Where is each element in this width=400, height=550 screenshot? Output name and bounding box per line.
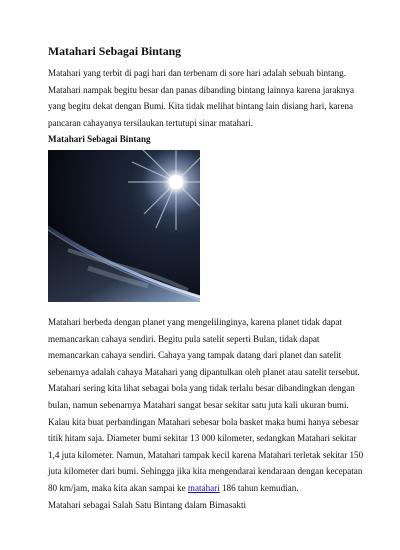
sun-over-earth-photo [48,150,200,302]
sun-over-earth-image [48,150,200,302]
page-title: Matahari Sebagai Bintang [48,44,182,58]
intro-paragraph: Matahari yang terbit di pagi hari dan terbenam di sore hari adalah sebuah bintang. Matahari nampak begitu besar dan panas dibanding bintang lainnya karena jaraknya yang begitu dekat dengan Bumi. Kita tidak melihat bintang lain disiang hari, karena pancaran cahayanya tersilaukan tertutupi sinar matahari. [48,68,355,128]
document-page [48,44,364,513]
size-paragraph [48,380,364,496]
size-paragraph-text: Matahari sering kita lihat sebagai bola yang tidak terlalu besar dibandingkan dengan bulan, namun sebenarnya Matahari sangat besar sekitar satu juta kali ukuran bumi. Kalau kita buat perbandingan Matahari sebesar bola basket maka bumi hanya sebesar titik hitam saja. Diameter bumi sekitar 13 000 kilometer, sedangkan Matahari sekitar 1,4 juta kilometer. Namun, Matahari tampak kecil karena Matahari terletak sekitar 150 juta kilometer dari bumi. Sehingga jika kita mengendarai kendaraan dengan kecepatan 80 km/jam, maka kita akan sampai ke [48,383,364,493]
milky-way-heading: Matahari sebagai Salah Satu Bintang dalam Bimasakti [48,499,246,510]
planet-paragraph: Matahari berbeda dengan planet yang mengelilinginya, karena planet tidak dapat memancarkan cahaya sendiri. Begitu pula satelit seperti Bulan, tidak dapat memancarkan cahaya sendiri. Cahaya yang tampak datang dari planet dan satelit sebenarnya adalah cahaya Matahari yang dipantulkan oleh planet atau satelit tersebut. [48,316,360,377]
matahari-link[interactable]: matahari [187,482,220,493]
size-paragraph-tail: 186 tahun kemudian. [219,482,299,493]
section-heading: Matahari Sebagai Bintang [48,134,151,145]
